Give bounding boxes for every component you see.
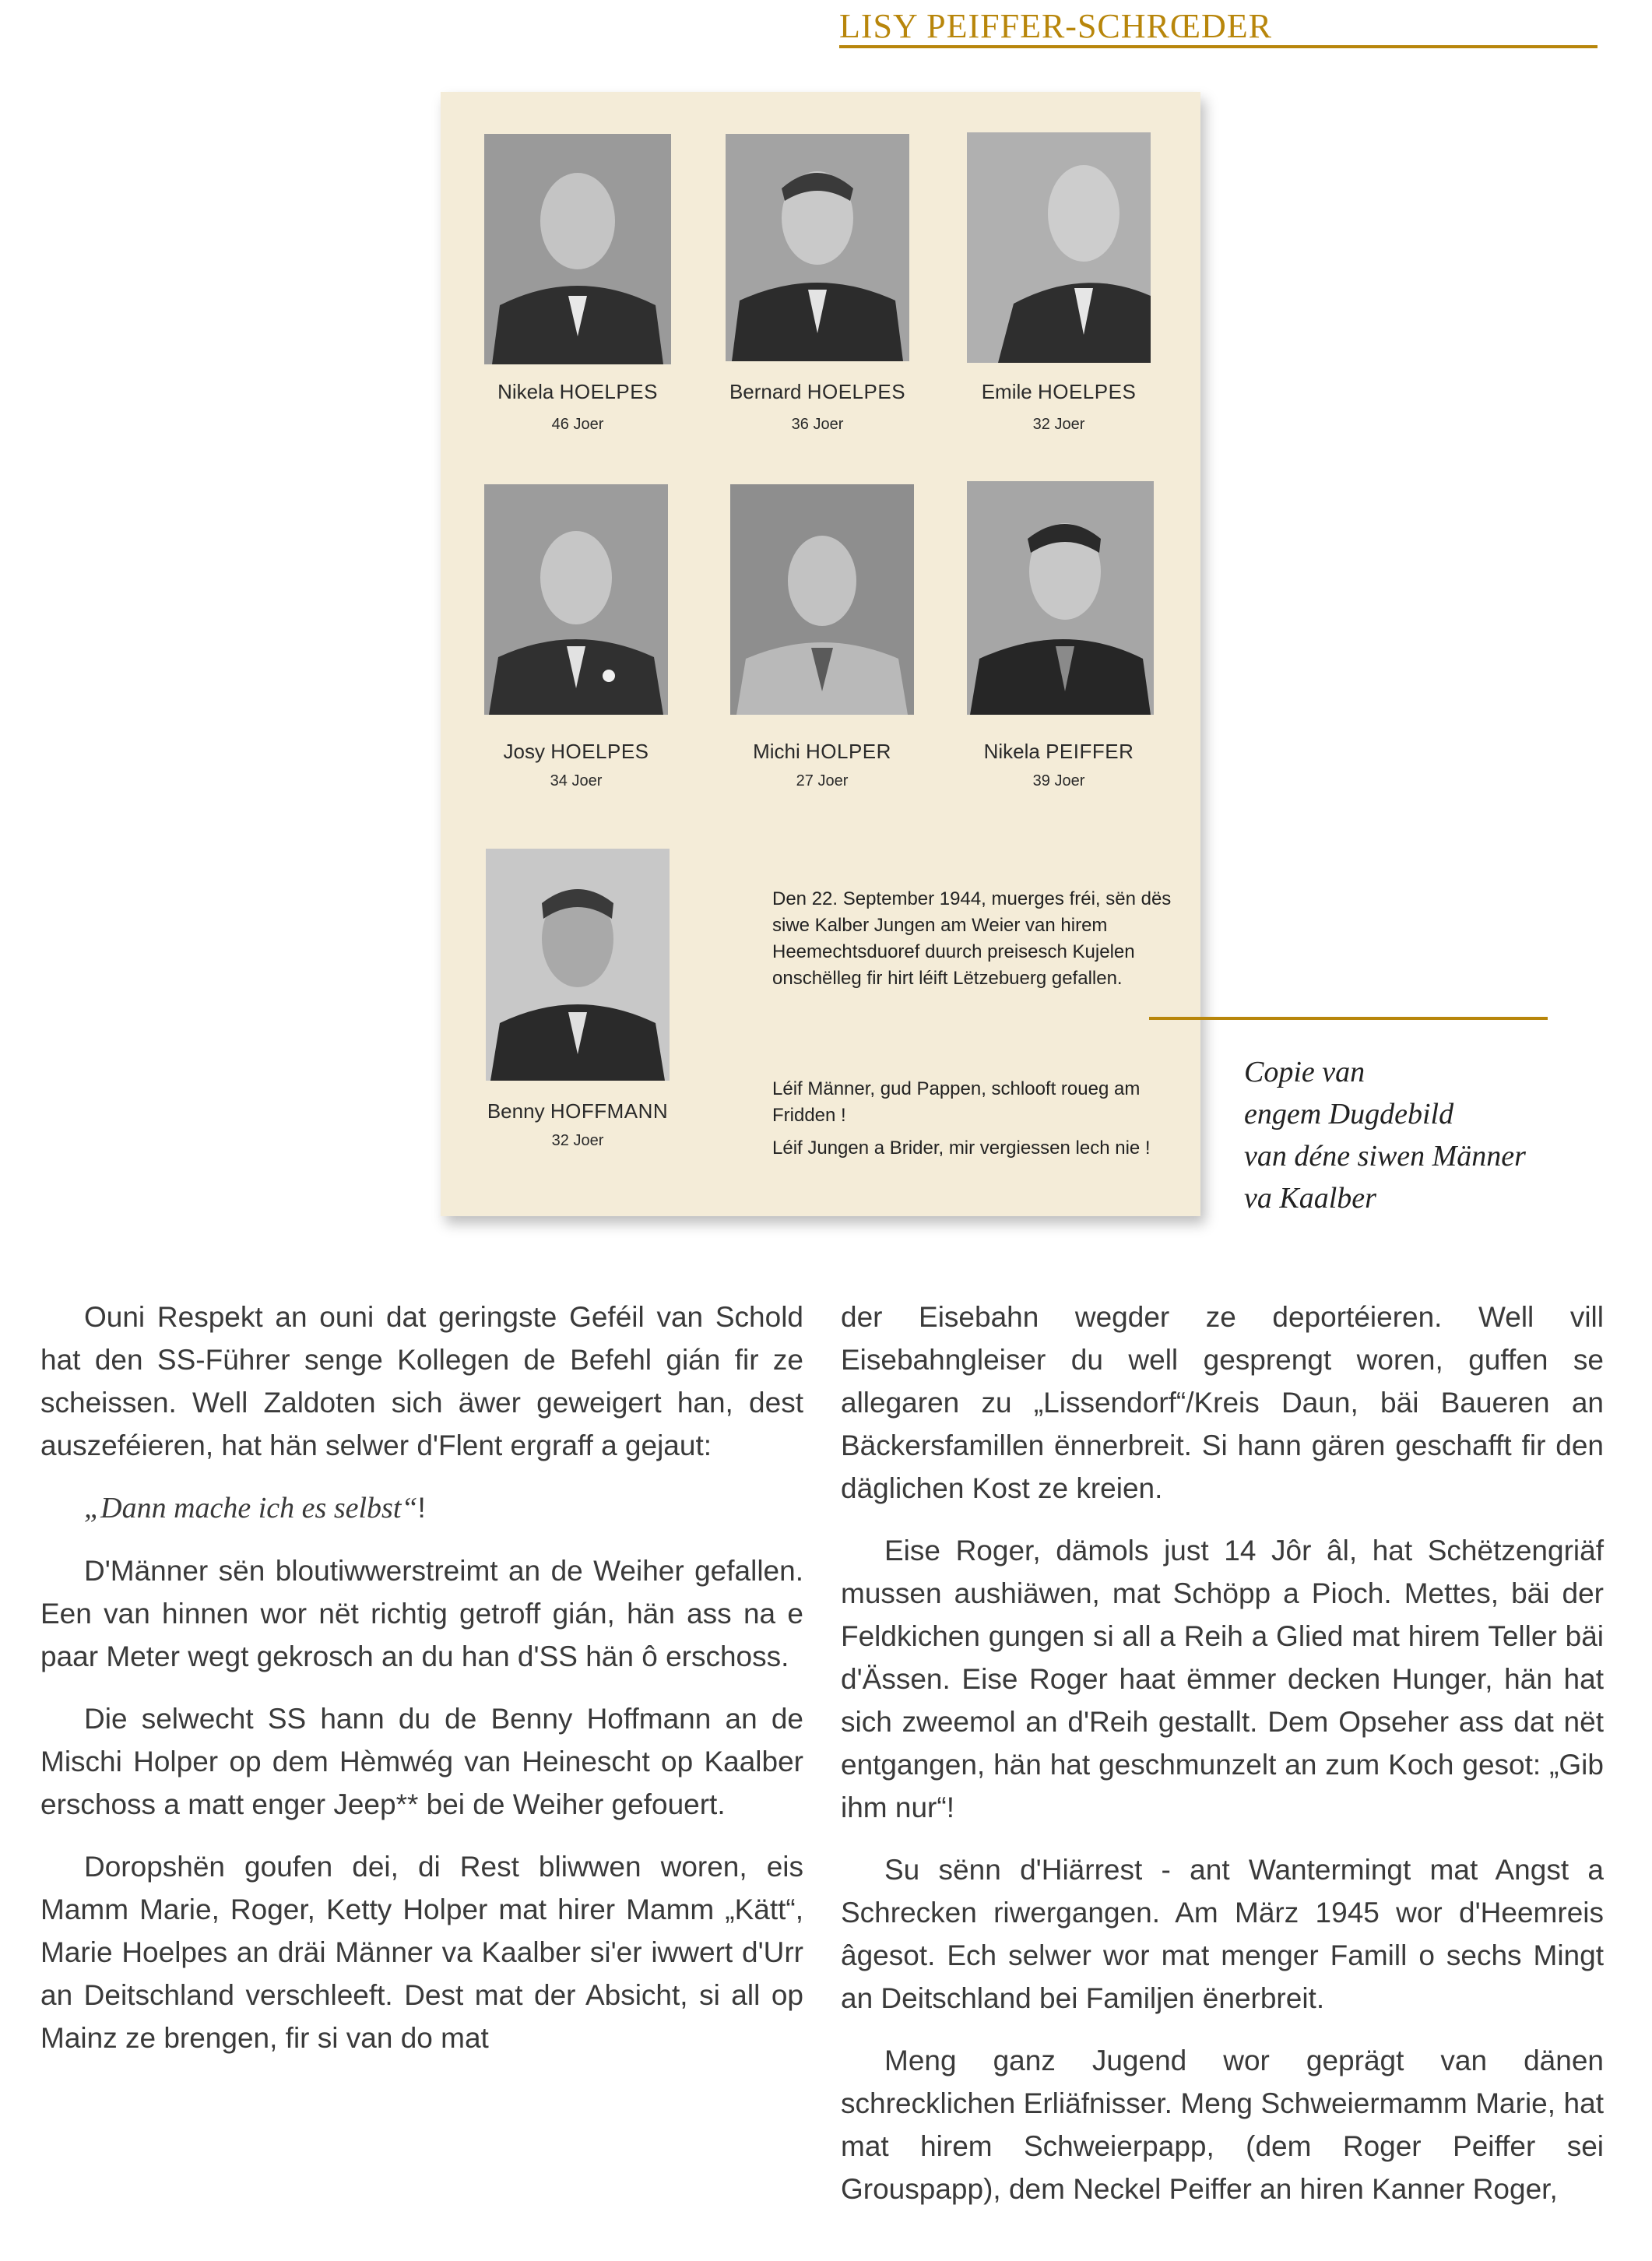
person-age: 46 Joer	[551, 416, 604, 433]
paragraph: Su sënn d'Hiärrest - ant Wantermingt mat Angst a Schrecken riwergangen. Am März 1945 wor d'Heemreis âgesot. Ech selwer wor mat menger Famill o sechs Mingt an Deitschland bei Familjen ënerbreit.	[841, 1854, 1604, 2014]
person-name: Josy HOELPES	[503, 740, 649, 763]
caption-rule	[1149, 1017, 1548, 1020]
quote-paragraph: „Dann mache ich es selbst“!	[84, 1492, 426, 1524]
memorial-card	[441, 92, 1200, 1216]
text-column-right	[841, 1296, 1604, 2230]
paragraph: Die selwecht SS hann du de Benny Hoffmann an de Mischi Holper op dem Hèmwég van Heinescht op Kaalber erschoss a matt enger Jeep** bei de Weiher gefouert.	[40, 1703, 803, 1820]
photo-portrait	[484, 134, 671, 364]
person-name: Bernard HOELPES	[729, 380, 906, 403]
farewell-line: Léif Jungen a Brider, mir vergiessen lech nie !	[772, 1138, 1151, 1159]
person-age: 36 Joer	[791, 416, 844, 433]
paragraph: D'Männer sën bloutiwwerstreimt an de Weiher gefallen. Een van hinnen wor nët richtig getroff gián, hän ass na e paar Meter wegt gekrosch an du han d'SS hän ô erschoss.	[40, 1555, 803, 1672]
person-age: 27 Joer	[796, 772, 849, 789]
photo-portrait	[967, 132, 1151, 363]
photo-portrait	[967, 481, 1154, 715]
image-caption: Copie van engem Dugdebild van déne siwen Männer va Kaalber	[1244, 1056, 1526, 1215]
photo-portrait	[484, 484, 668, 715]
farewell-line: Léif Männer, gud Pappen, schlooft roueg am Fridden !	[772, 1078, 1141, 1126]
person-name: Nikela HOELPES	[497, 380, 658, 403]
photo-portrait	[726, 134, 909, 361]
photo-portrait	[486, 849, 670, 1081]
text-column-left	[40, 1296, 803, 2079]
paragraph: Eise Roger, dämols just 14 Jôr âl, hat Schëtzengriäf mussen aushiäwen, mat Schöpp a Pioch. Mettes, bäi der Feldkichen gungen si all a Reih a Glied mat hirem Teller bäi d'Ässen. Eise Roger haat ëmmer decken Hunger, hän hat sich zweemol an d'Reih gestallt. Dem Opseher ass dat nët entgangen, hän hat geschmunzelt an zum Koch gesot: „Gib ihm nur“!	[841, 1535, 1604, 1823]
header-rule	[839, 45, 1598, 48]
person-name: Nikela PEIFFER	[983, 740, 1134, 763]
header-author-name: LISY PEIFFER-SCHRŒDER	[839, 7, 1273, 45]
paragraph: Doropshën goufen dei, di Rest bliwwen woren, eis Mamm Marie, Roger, Ketty Holper mat hirer Mamm „Kätt“, Marie Hoelpes an dräi Männer va Kaalber si'er iwwert d'Urr an Deitschland verschleeft. Dest mat der Absicht, si all op Mainz ze brengen, fir si van do mat	[40, 1851, 803, 2054]
memorial-text: Den 22. September 1944, muerges fréi, sën dës siwe Kalber Jungen am Weier van hirem Heemechtsduoref duurch preisesch Kujelen onschëlleg fir hirt léift Lëtzebuerg gefallen.	[772, 888, 1172, 989]
photo-portrait	[730, 484, 914, 715]
person-name: Emile HOELPES	[981, 380, 1137, 403]
person-name: Michi HOLPER	[753, 740, 891, 763]
quote-text: „Dann mache ich es selbst“	[84, 1492, 418, 1524]
paragraph: Meng ganz Jugend wor geprägt van dänen schrecklichen Erliäfnisser. Meng Schweiermamm Marie, hat mat hirem Schweierpapp, (dem Roger Peiffer sei Grouspapp), dem Neckel Peiffer an hiren Kanner Roger,	[841, 2045, 1604, 2205]
paragraph: Ouni Respekt an ouni dat geringste Geféil van Schold hat den SS-Führer senge Kollegen de Befehl gián fir ze scheissen. Well Zaldoten sich äwer geweigert han, dest auszeféieren, hat hän selwer d'Flent ergraff a gejaut:	[40, 1301, 803, 1461]
person-age: 39 Joer	[1032, 772, 1085, 789]
person-name: Benny HOFFMANN	[487, 1099, 669, 1123]
person-age: 32 Joer	[1032, 416, 1085, 433]
person-age: 32 Joer	[551, 1132, 604, 1149]
farewell-text	[772, 1076, 1177, 1168]
paragraph: der Eisebahn wegder ze deportéieren. Well vill Eisebahngleiser du well gesprengt woren, guffen se allegaren zu „Lissendorf“/Kreis Daun, bäi Baueren an Bäckersfamillen ënnerbreit. Si hann gären geschafft fir den däglichen Kost ze kreien.	[841, 1301, 1604, 1504]
person-age: 34 Joer	[550, 772, 603, 789]
